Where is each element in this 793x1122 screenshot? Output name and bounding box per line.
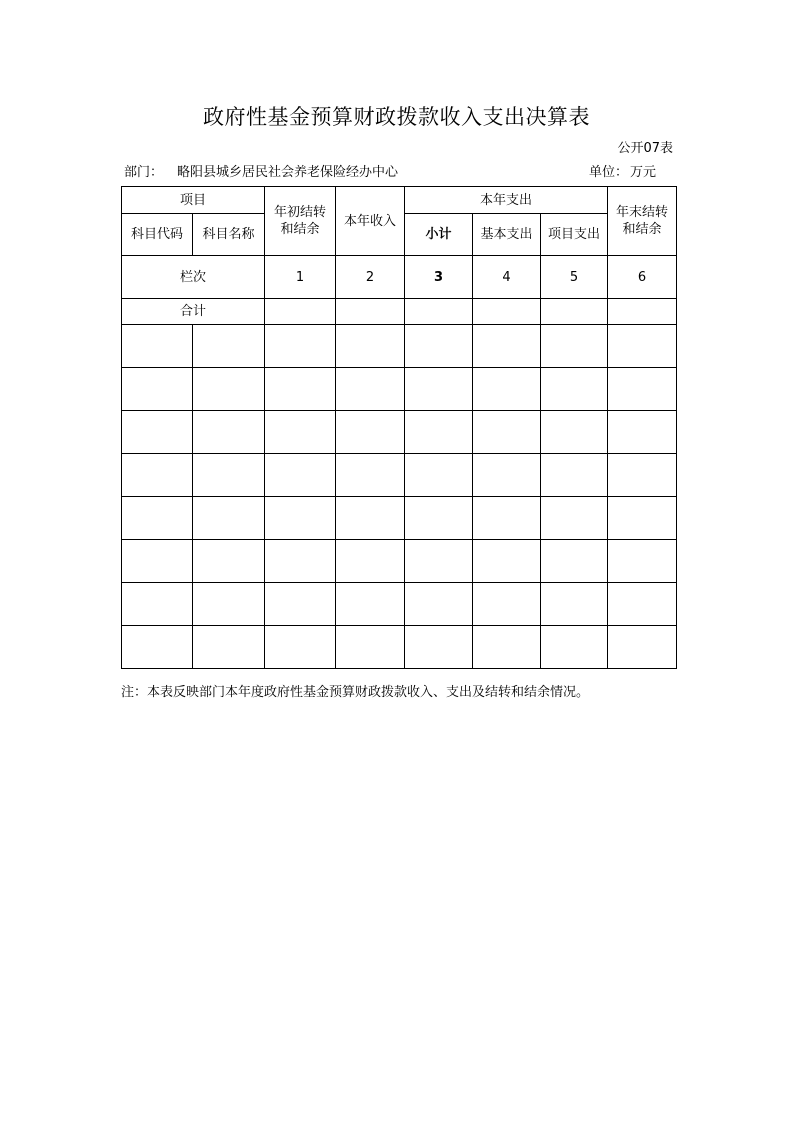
department-label: 部门：: [124, 165, 164, 180]
column-number: 1: [265, 256, 336, 299]
table-row: [122, 626, 677, 669]
column-number: 3: [405, 256, 473, 299]
table-cell: [193, 325, 265, 368]
table-cell: [608, 454, 677, 497]
table-cell: [405, 583, 473, 626]
page-title: 政府性基金预算财政拨款收入支出决算表: [203, 105, 590, 129]
table-cell: [541, 540, 608, 583]
table-cell: [473, 411, 541, 454]
unit-value: 万元: [630, 165, 657, 180]
table-cell: [608, 299, 677, 325]
table-cell: [265, 497, 336, 540]
table-cell: [405, 411, 473, 454]
table-row: [122, 497, 677, 540]
table-cell: [405, 540, 473, 583]
table-cell: [336, 368, 405, 411]
table-cell: [193, 583, 265, 626]
table-cell: [541, 368, 608, 411]
header-closing-balance: [608, 187, 677, 256]
table-row: [122, 454, 677, 497]
table-cell: [405, 454, 473, 497]
table-cell: [608, 583, 677, 626]
column-number: 6: [608, 256, 677, 299]
table-cell: [608, 626, 677, 669]
table-cell: [473, 540, 541, 583]
form-number: 公开07表: [617, 141, 673, 156]
table-cell: [405, 368, 473, 411]
table-row: [122, 411, 677, 454]
table-cell: [608, 368, 677, 411]
table-cell: [122, 411, 193, 454]
table-cell: [336, 325, 405, 368]
table-cell: [265, 368, 336, 411]
table-cell: [541, 325, 608, 368]
header-subject-name: 科目名称: [193, 214, 265, 256]
table-cell: [122, 454, 193, 497]
table-cell: [193, 454, 265, 497]
table-cell: [473, 299, 541, 325]
table-cell: [541, 299, 608, 325]
table-cell: [265, 626, 336, 669]
table-cell: [122, 540, 193, 583]
header-basic-expense: 基本支出: [473, 214, 541, 256]
table-cell: [265, 411, 336, 454]
total-label: 合计: [122, 299, 265, 325]
table-cell: [405, 626, 473, 669]
header-item: 项目: [122, 187, 265, 214]
table-cell: [336, 540, 405, 583]
unit-label: 单位：: [589, 165, 629, 180]
table-cell: [473, 583, 541, 626]
header-subject-code: 科目代码: [122, 214, 193, 256]
unit-line: [589, 165, 656, 181]
table-cell: [405, 497, 473, 540]
table-cell: [336, 454, 405, 497]
header-closing-balance-line2: 和结余: [622, 222, 662, 237]
footnote: 注：本表反映部门本年度政府性基金预算财政拨款收入、支出及结转和结余情况。: [121, 685, 590, 700]
table-cell: [265, 540, 336, 583]
table-cell: [122, 325, 193, 368]
table-cell: [473, 454, 541, 497]
column-index-label: 栏次: [122, 256, 265, 299]
table-cell: [265, 454, 336, 497]
table-cell: [608, 325, 677, 368]
header-current-income: 本年收入: [336, 187, 405, 256]
table-row: [122, 325, 677, 368]
table-cell: [473, 497, 541, 540]
header-opening-balance-line1: 年初结转: [274, 205, 327, 220]
total-row: [122, 299, 677, 325]
column-number: 4: [473, 256, 541, 299]
table-cell: [336, 299, 405, 325]
table-cell: [193, 626, 265, 669]
table-cell: [405, 299, 473, 325]
department-value: 略阳县城乡居民社会养老保险经办中心: [177, 165, 399, 180]
table-cell: [336, 626, 405, 669]
header-subtotal: 小计: [405, 214, 473, 256]
department-line: [124, 165, 398, 181]
table-cell: [541, 626, 608, 669]
column-number: 5: [541, 256, 608, 299]
header-project-expense: 项目支出: [541, 214, 608, 256]
header-closing-balance-line1: 年末结转: [616, 205, 669, 220]
budget-table: [121, 186, 677, 669]
column-number: 2: [336, 256, 405, 299]
table-cell: [265, 299, 336, 325]
table-cell: [473, 325, 541, 368]
table-cell: [122, 626, 193, 669]
table-cell: [122, 583, 193, 626]
table-cell: [336, 497, 405, 540]
table-cell: [541, 583, 608, 626]
table-cell: [608, 497, 677, 540]
table-cell: [608, 540, 677, 583]
table-row: [122, 368, 677, 411]
table-cell: [193, 368, 265, 411]
header-opening-balance: [265, 187, 336, 256]
table-cell: [336, 583, 405, 626]
table-cell: [541, 411, 608, 454]
table-row: [122, 583, 677, 626]
table-cell: [265, 325, 336, 368]
table-cell: [541, 454, 608, 497]
table-cell: [541, 497, 608, 540]
table-cell: [265, 583, 336, 626]
table-cell: [473, 368, 541, 411]
table-cell: [608, 411, 677, 454]
table-cell: [193, 497, 265, 540]
table-cell: [405, 325, 473, 368]
header-opening-balance-line2: 和结余: [280, 222, 320, 237]
table-cell: [193, 540, 265, 583]
table-cell: [473, 626, 541, 669]
column-index-row: [122, 256, 677, 299]
table-cell: [122, 497, 193, 540]
table-row: [122, 540, 677, 583]
table-cell: [336, 411, 405, 454]
table-cell: [193, 411, 265, 454]
header-current-expense: 本年支出: [405, 187, 608, 214]
table-cell: [122, 368, 193, 411]
